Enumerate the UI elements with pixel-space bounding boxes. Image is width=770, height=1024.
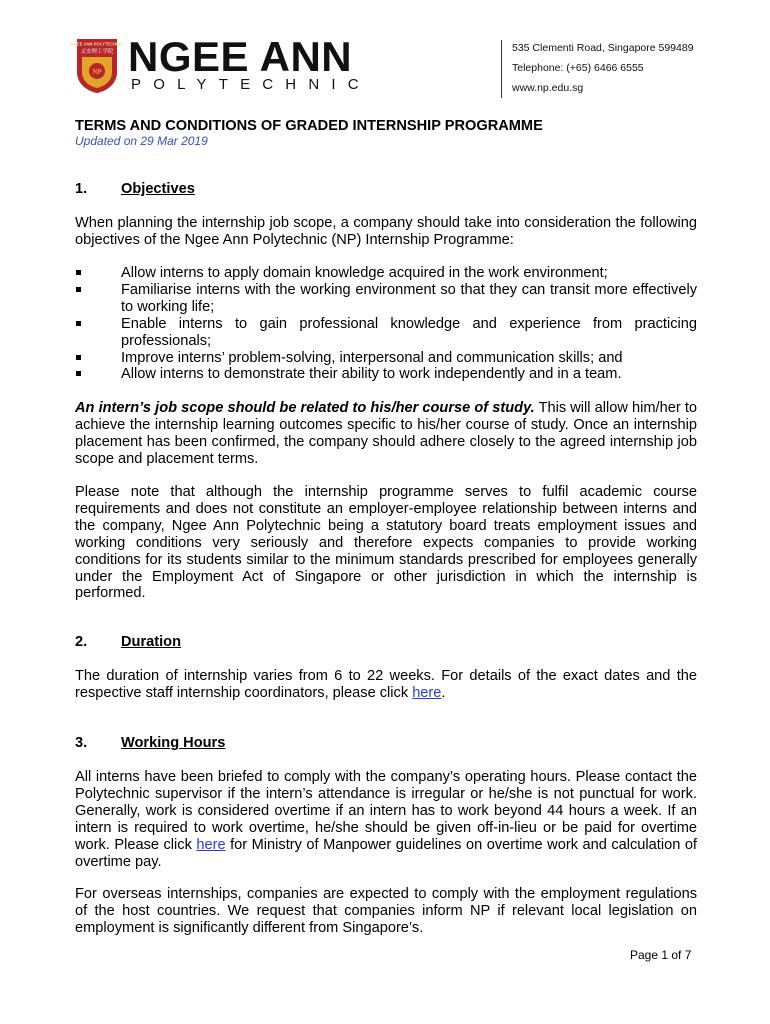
duration-here-link[interactable]: here xyxy=(412,684,442,701)
working-hours-paragraph: All interns have been briefed to comply with the company’s operating hours. Please contact the Polytechnic supervisor if the intern’s attendance is irregular or he/she is not punctual for work. Generally, work is considered overtime if an intern has to work beyond 44 hours a week. If an intern is required to work overtime, he/she should be given off-in-lieu or be paid for overtime work. Please click here for Ministry of Manpower guidelines on overtime work and calculation of overtime pay. xyxy=(75,769,697,870)
section-1-number: 1. xyxy=(75,181,88,197)
page-number: Page 1 of 7 xyxy=(630,948,692,962)
list-item: Allow interns to apply domain knowledge acquired in the work environment; xyxy=(75,265,697,282)
shield-top-text: NGEE ANN POLYTECHNIC xyxy=(70,41,124,47)
job-scope-text: This will allow him/her to achieve the internship learning outcomes specific to his/her course of study. Once an internship placement has been confirmed, the company should adhere closely to the agreed internship job scope and placement terms. xyxy=(75,400,697,467)
list-item: Allow interns to demonstrate their ability to work independently and in a team. xyxy=(75,366,697,383)
bullet-icon xyxy=(76,355,81,360)
employment-note: Please note that although the internship programme serves to fulfil academic course requirements and does not constitute an employer-employee relationship between interns and the company, Ngee Ann Polytechnic being a statutory board treats employment issues and working conditions very seriously and therefore expects companies to provide working conditions for its students similar to the minimum standards prescribed for employees generally under the Employment Act of Singapore or other jurisdiction in which the internship is performed. xyxy=(75,484,697,602)
bullet-icon xyxy=(76,270,81,275)
list-item: Familiarise interns with the working environment so that they can transit more effectively to working life; xyxy=(75,282,697,316)
logo-subname: POLYTECHNIC xyxy=(131,76,371,93)
objectives-intro: When planning the internship job scope, a company should take into consideration the following objectives of the Ngee Ann Polytechnic (NP) Internship Programme: xyxy=(75,215,697,248)
shield-center-text: NP xyxy=(92,68,102,76)
job-scope-paragraph xyxy=(75,400,697,468)
contact-address: 535 Clementi Road, Singapore 599489 xyxy=(512,42,694,54)
overseas-paragraph: For overseas internships, companies are expected to comply with the employment regulations of the host countries. We request that companies inform NP if relevant local legislation on employment is significantly different from Singapore’s. xyxy=(75,886,697,936)
objectives-list xyxy=(75,265,697,383)
section-3-title: Working Hours xyxy=(121,735,226,751)
overtime-here-link[interactable]: here xyxy=(196,836,226,853)
section-2-number: 2. xyxy=(75,634,88,650)
document-title: TERMS AND CONDITIONS OF GRADED INTERNSHIP PROGRAMME xyxy=(75,118,543,134)
logo-name: NGEE ANN xyxy=(128,33,353,80)
contact-telephone: Telephone: (+65) 6466 6555 xyxy=(512,62,644,74)
job-scope-emphasis: An intern’s job scope should be related to his/her course of study. xyxy=(75,400,535,416)
updated-date: Updated on 29 Mar 2019 xyxy=(75,134,208,148)
bullet-icon xyxy=(76,321,81,326)
bullet-icon xyxy=(76,287,81,292)
section-2-title: Duration xyxy=(121,634,181,650)
shield-chinese-text: 义安理工学院 xyxy=(80,49,114,55)
list-item: Improve interns’ problem-solving, interpersonal and communication skills; and xyxy=(75,350,697,367)
list-item: Enable interns to gain professional knowledge and experience from practicing professionals; xyxy=(75,316,697,350)
header-divider xyxy=(501,40,502,98)
np-logo-shield xyxy=(70,38,124,94)
section-1-title: Objectives xyxy=(121,181,195,197)
section-3-number: 3. xyxy=(75,735,88,751)
duration-paragraph: The duration of internship varies from 6 to 22 weeks. For details of the exact dates and the respective staff internship coordinators, please click here. xyxy=(75,668,697,701)
contact-website[interactable]: www.np.edu.sg xyxy=(512,82,584,94)
bullet-icon xyxy=(76,371,81,376)
